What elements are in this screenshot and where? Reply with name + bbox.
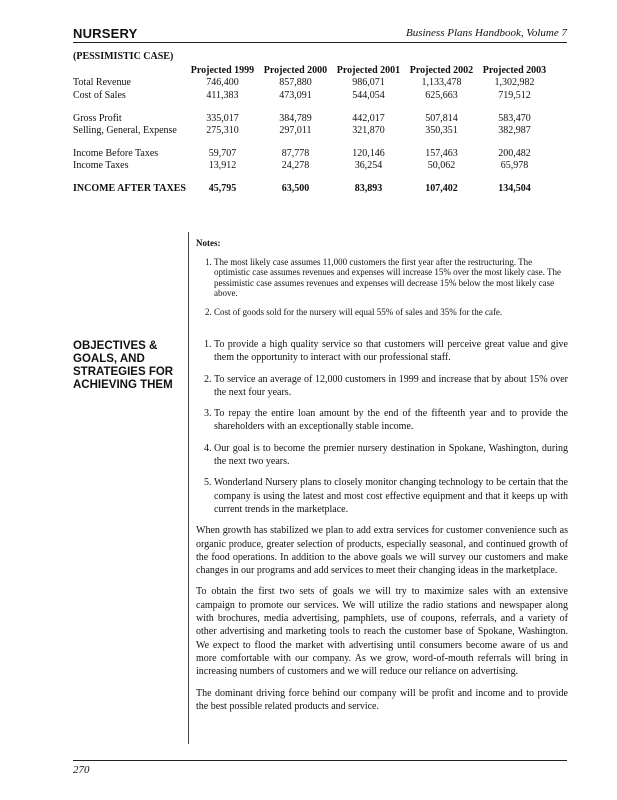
row-label: Cost of Sales — [73, 89, 126, 101]
cell-value: 857,880 — [279, 77, 312, 89]
cell-value: 442,017 — [352, 112, 385, 124]
cell-value: 384,789 — [279, 112, 312, 124]
table-row — [73, 148, 551, 160]
cell-value: 321,870 — [352, 125, 385, 137]
cell-value: 50,062 — [427, 160, 456, 172]
column-header: Projected 2000 — [263, 65, 328, 76]
note-item: 1. The most likely case assumes 11,000 customers the first year after the restructuring. The optimistic case assumes revenues and expenses will increase 15% over the most likely case. The pessimistic case assumes revenues and expenses will decrease 15% below the most likely case above. — [214, 257, 568, 299]
table-row — [73, 113, 551, 125]
row-label: Selling, General, Expense — [73, 125, 177, 137]
header-rule — [73, 42, 567, 43]
cell-value: 45,795 — [208, 183, 237, 195]
book-title: Business Plans Handbook, Volume 7 — [405, 27, 567, 39]
cell-value: 625,663 — [425, 89, 458, 101]
objective-item: 5. Wonderland Nursery plans to closely monitor changing technology to be certain that the company is using the latest and most cost effective equipment and that it keeps up with current trends in the marketplace. — [214, 476, 568, 516]
row-label: Income Taxes — [73, 160, 129, 172]
column-header-blank — [73, 65, 186, 77]
page-header — [73, 26, 567, 42]
cell-value: 411,383 — [206, 89, 239, 101]
table-row — [73, 77, 551, 89]
objectives-body — [196, 338, 568, 721]
column-header: Projected 2001 — [336, 65, 401, 76]
case-label: (PESSIMISTIC CASE) — [73, 51, 174, 62]
notes-section — [196, 238, 568, 325]
cell-value: 719,512 — [498, 89, 531, 101]
cell-value: 507,814 — [425, 112, 458, 124]
cell-value: 36,254 — [354, 160, 383, 172]
objectives-list — [196, 338, 568, 516]
table-header-row — [73, 65, 551, 77]
notes-heading: Notes: — [196, 238, 221, 248]
cell-value: 1,302,982 — [494, 77, 535, 89]
cell-value: 986,071 — [352, 77, 385, 89]
income-statement-table — [73, 65, 551, 196]
row-label: Income Before Taxes — [73, 148, 159, 160]
table-row-total — [73, 183, 551, 195]
cell-value: 544,054 — [352, 89, 385, 101]
cell-value: 87,778 — [281, 148, 310, 160]
column-header: Projected 2002 — [409, 65, 474, 76]
objective-item: 4. Our goal is to become the premier nursery destination in Spokane, Washington, during the next two years. — [214, 442, 568, 469]
cell-value: 63,500 — [281, 183, 310, 195]
row-label: INCOME AFTER TAXES — [73, 183, 186, 195]
spacer-row — [73, 173, 551, 184]
cell-value: 473,091 — [279, 89, 312, 101]
cell-value: 120,146 — [352, 148, 385, 160]
body-paragraph: The dominant driving force behind our company will be profit and income and to provide the best possible related products and service. — [196, 687, 568, 712]
objective-item: 2. To service an average of 12,000 customers in 1999 and increase that by about 15% over the next four years. — [214, 373, 568, 400]
cell-value: 83,893 — [354, 183, 383, 195]
cell-value: 24,278 — [281, 160, 310, 172]
section-title: NURSERY — [73, 26, 138, 41]
cell-value: 382,987 — [498, 125, 531, 137]
cell-value: 583,470 — [498, 112, 531, 124]
body-paragraph: To obtain the first two sets of goals we will try to maximize sales with an extensive campaign to promote our services. We will utilize the radio stations and newspaper along with brochures, media advertising, pamphlets, use of coupons, referrals, and a variety of other advertising and marketing tools to reach the customer base of Spokane, Washington. We expect to flood the market with advertising until consumers become aware of us and more comfortable with our company. As we grow, word-of-mouth referrals will bring in increasing numbers of customers and we will reduce our reliance on advertising. — [196, 586, 568, 678]
note-item: 2. Cost of goods sold for the nursery will equal 55% of sales and 35% for the cafe. — [214, 307, 568, 318]
cell-value: 335,017 — [206, 112, 239, 124]
spacer-row — [73, 102, 551, 113]
cell-value: 157,463 — [425, 148, 458, 160]
footer-rule — [73, 760, 567, 761]
cell-value: 1,133,478 — [421, 77, 462, 89]
cell-value: 65,978 — [500, 160, 529, 172]
column-header: Projected 2003 — [482, 65, 547, 76]
cell-value: 107,402 — [425, 183, 458, 195]
spacer-row — [73, 138, 551, 149]
objective-item: 1. To provide a high quality service so that customers will perceive great value and give them the opportunity to interact with our professional staff. — [214, 338, 568, 365]
cell-value: 59,707 — [208, 148, 237, 160]
page-number: 270 — [73, 764, 90, 776]
objectives-heading: OBJECTIVES & GOALS, AND STRATEGIES FOR ACHIEVING THEM — [73, 340, 174, 391]
cell-value: 297,011 — [279, 125, 312, 137]
notes-list — [196, 257, 568, 318]
objective-item: 3. To repay the entire loan amount by the end of the fifteenth year and to provide the shareholders with an exceptionally stable income. — [214, 407, 568, 434]
row-label: Gross Profit — [73, 112, 122, 124]
cell-value: 134,504 — [498, 183, 531, 195]
column-divider — [188, 232, 189, 744]
cell-value: 746,400 — [206, 77, 239, 89]
body-paragraph: When growth has stabilized we plan to add extra services for customer convenience such as organic produce, greater selection of products, especially seasonal, and continued growth of the food operations. In addition to the above goals we will survey our customers and make changes in our programs and add services to meet their changing ideas in the marketplace. — [196, 525, 568, 577]
table-row — [73, 90, 551, 102]
cell-value: 13,912 — [208, 160, 237, 172]
table-row — [73, 125, 551, 137]
column-header: Projected 1999 — [190, 65, 255, 76]
table-row — [73, 160, 551, 172]
row-label: Total Revenue — [73, 77, 131, 89]
cell-value: 275,310 — [206, 125, 239, 137]
cell-value: 200,482 — [498, 148, 531, 160]
cell-value: 350,351 — [425, 125, 458, 137]
